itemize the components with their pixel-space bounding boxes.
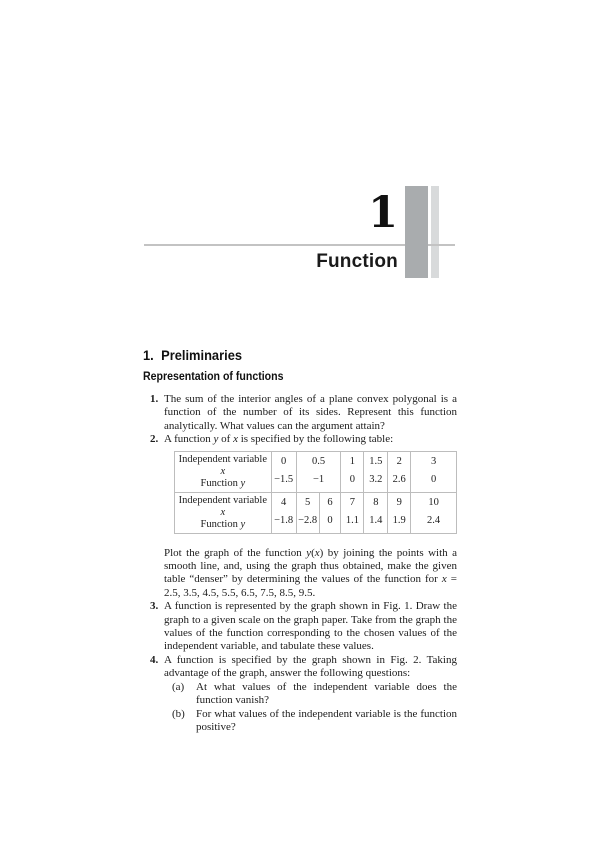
table-cell: 1 xyxy=(341,451,364,471)
table-block-2 xyxy=(175,492,457,533)
table-cell: 2.4 xyxy=(411,512,457,533)
problem-item-1 xyxy=(150,393,457,433)
plot-instruction-paragraph: Plot the graph of the function y(x) by joining the points with a smooth line, and, using the graph thus obtained, make the given table “denser” by determining the values of the function for x = 2.5, 3.5, 4.5, 5.5, 6.5, 7.5, 8.5, 9.5. xyxy=(164,546,457,599)
problem-text: A function is represented by the graph shown in Fig. 1. Draw the graph to a given scale on the graph paper. Take from the graph the values of the function corresponding to the chosen values of the independent variable, and tabulate these values. xyxy=(164,600,457,653)
subitem-text: For what values of the independent variable is the function positive? xyxy=(196,707,457,733)
subitem-b xyxy=(172,708,457,735)
problem-number: 3. xyxy=(150,600,159,613)
table-cell: 0 xyxy=(411,471,457,492)
table-cell: −1 xyxy=(296,471,341,492)
table-cell: 8 xyxy=(364,492,388,512)
problem-body xyxy=(164,654,457,734)
problem-number: 2. xyxy=(150,433,159,446)
row-label-line2: Function y xyxy=(200,477,246,489)
table-cell: 0 xyxy=(341,471,364,492)
problem-intro-text: A function is specified by the graph shown in Fig. 2. Taking advantage of the graph, answer the following questions: xyxy=(164,653,457,680)
table-cell: 1.9 xyxy=(388,512,411,533)
table-cell: 3.2 xyxy=(364,471,388,492)
table-row xyxy=(175,451,457,471)
table-row-label xyxy=(175,492,272,533)
problem-item-2 xyxy=(150,433,457,600)
table-block-1 xyxy=(175,451,457,492)
problem-list xyxy=(143,393,457,734)
table-cell: 9 xyxy=(388,492,411,512)
chapter-bar-light xyxy=(431,186,439,278)
problem-number: 1. xyxy=(150,393,159,405)
section-heading xyxy=(143,348,432,362)
table-cell: 10 xyxy=(411,492,457,512)
problem-item-4 xyxy=(150,654,457,734)
table-cell: 1.4 xyxy=(364,512,388,533)
table-cell: −2.8 xyxy=(296,512,319,533)
table-row xyxy=(175,492,457,512)
subitem-text: At what values of the independent variable does the function vanish? xyxy=(196,680,457,707)
data-table xyxy=(174,451,457,534)
problem-item-3 xyxy=(150,600,457,654)
table-cell: 0 xyxy=(319,512,341,533)
row-label-line1: Independent variable x xyxy=(178,494,267,518)
content xyxy=(143,348,457,734)
table-cell: 2.6 xyxy=(388,471,411,492)
table-cell: −1.5 xyxy=(271,471,296,492)
table-cell: 2 xyxy=(388,451,411,471)
chapter-bar-dark xyxy=(405,186,428,278)
table-cell: 7 xyxy=(341,492,364,512)
subsection-heading: Representation of functions xyxy=(143,371,284,383)
section-number: 1. xyxy=(143,347,154,363)
table-row-label xyxy=(175,451,272,492)
table-cell: 1.5 xyxy=(364,451,388,471)
table-cell: 1.1 xyxy=(341,512,364,533)
table-cell: −1.8 xyxy=(271,512,296,533)
chapter-number: 1 xyxy=(368,188,398,238)
subitem-label: (a) xyxy=(172,680,185,693)
table-cell: 5 xyxy=(296,492,319,512)
table-cell: 6 xyxy=(319,492,341,512)
problem-intro-text: A function y of x is specified by the following table: xyxy=(164,433,394,446)
table-wrapper xyxy=(174,451,457,534)
section-title: Preliminaries xyxy=(161,347,243,363)
row-label-line1: Independent variable x xyxy=(178,453,267,477)
problem-text: The sum of the interior angles of a plane convex polygonal is a function of the number of its sides. Represent this function analytically. What values can the argument attain? xyxy=(164,393,457,432)
table-cell: 3 xyxy=(411,451,457,471)
problem-number: 4. xyxy=(150,653,159,666)
subitem-a xyxy=(172,681,457,708)
problem-body xyxy=(164,433,457,600)
table-cell: 0.5 xyxy=(296,451,341,471)
chapter-title: Function xyxy=(316,251,398,272)
table-cell: 0 xyxy=(271,451,296,471)
table-cell: 4 xyxy=(271,492,296,512)
subitem-label: (b) xyxy=(172,707,185,720)
row-label-line2: Function y xyxy=(200,518,246,530)
